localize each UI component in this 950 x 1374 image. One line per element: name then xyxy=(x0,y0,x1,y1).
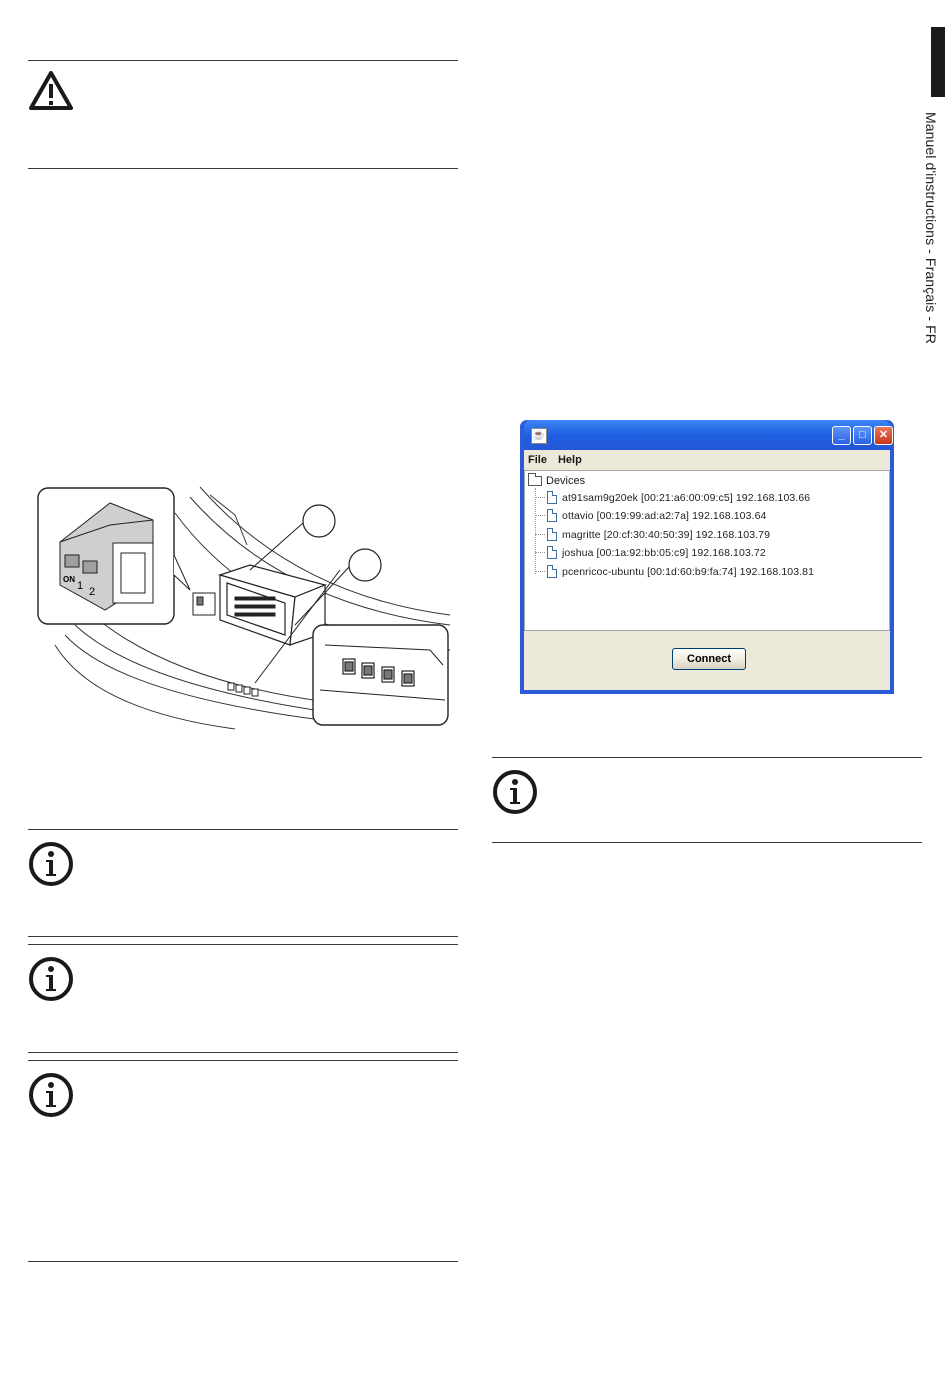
device-finder-window xyxy=(520,420,894,694)
device-label: ottavio [00:19:99:ad:a2:7a] 192.168.103.64 xyxy=(562,509,767,522)
info-icon xyxy=(28,841,74,887)
chapter-tab-marker xyxy=(931,27,945,97)
switch-label-on: ON xyxy=(63,575,75,584)
switch-label-1: 1 xyxy=(77,580,84,592)
tree-item-device[interactable] xyxy=(535,509,766,522)
window-titlebar[interactable] xyxy=(524,420,890,450)
document-icon xyxy=(547,509,557,522)
tree-item-device[interactable] xyxy=(535,491,810,504)
document-icon xyxy=(547,565,557,578)
device-tree[interactable] xyxy=(524,470,890,631)
menu-file[interactable]: File xyxy=(528,454,547,466)
device-label: joshua [00:1a:92:bb:05:c9] 192.168.103.72 xyxy=(562,546,766,559)
switch-label-2: 2 xyxy=(89,586,96,598)
java-cup-icon: ☕ xyxy=(531,428,547,444)
info-icon xyxy=(28,1072,74,1118)
warning-icon xyxy=(28,70,74,112)
tree-root-label: Devices xyxy=(546,475,586,487)
tree-item-device[interactable] xyxy=(535,528,770,541)
document-icon xyxy=(547,528,557,541)
device-label: pcenricoc-ubuntu [00:1d:60:b9:fa:74] 192.168.103.81 xyxy=(562,565,815,578)
info-icon xyxy=(492,769,538,815)
menu-help[interactable]: Help xyxy=(557,454,582,466)
info-icon xyxy=(28,956,74,1002)
tree-item-device[interactable] xyxy=(535,546,766,559)
connector-illustration xyxy=(35,485,451,730)
info2-top-rule xyxy=(28,944,458,945)
info4-top-rule xyxy=(492,757,922,758)
connect-button[interactable]: Connect xyxy=(672,648,746,670)
info3-top-rule xyxy=(28,1060,458,1061)
window-body xyxy=(524,450,890,690)
info2-bottom-rule xyxy=(28,1052,458,1053)
document-icon xyxy=(547,546,557,559)
folder-icon xyxy=(528,476,542,486)
info1-top-rule xyxy=(28,829,458,830)
warning-bottom-rule xyxy=(28,168,458,169)
device-label: at91sam9g20ek [00:21:a6:00:09:c5] 192.168.103.66 xyxy=(562,491,811,504)
close-button[interactable]: ✕ xyxy=(874,426,893,445)
menu-bar xyxy=(524,450,890,471)
tree-item-device[interactable] xyxy=(535,565,814,578)
document-icon xyxy=(547,491,557,504)
info4-bottom-rule xyxy=(492,842,922,843)
maximize-button[interactable]: □ xyxy=(853,426,872,445)
device-label: magritte [20:cf:30:40:50:39] 192.168.103.79 xyxy=(562,528,771,541)
minimize-button[interactable]: _ xyxy=(832,426,851,445)
chapter-tab-label: Manuel d'instructions - Français - FR xyxy=(923,112,939,344)
warning-top-rule xyxy=(28,60,458,61)
info1-bottom-rule xyxy=(28,936,458,937)
info3-bottom-rule xyxy=(28,1261,458,1262)
tree-root-devices[interactable] xyxy=(528,475,585,487)
